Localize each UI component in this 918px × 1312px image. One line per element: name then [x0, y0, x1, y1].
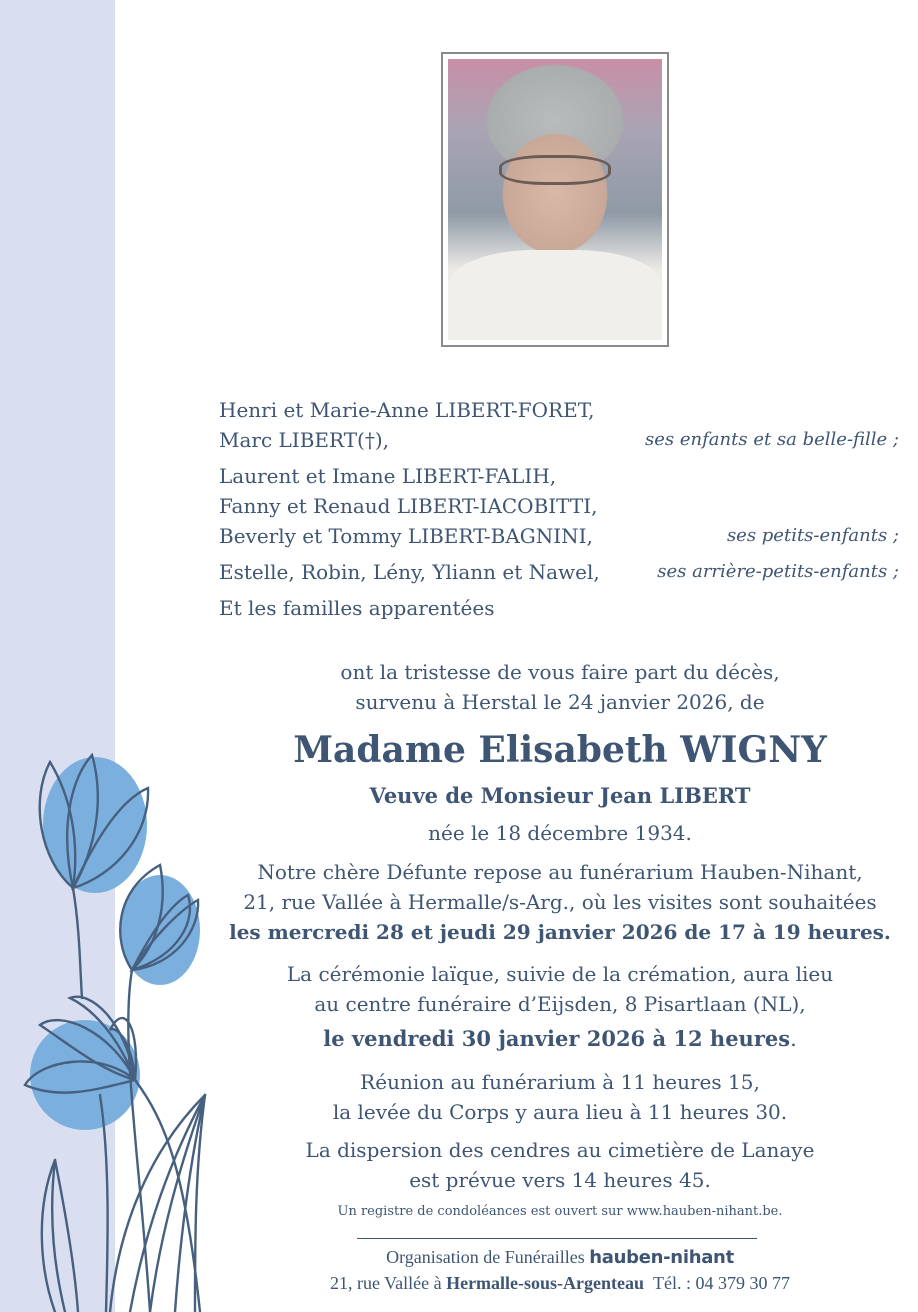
deceased-name: Madame Elisabeth WIGNY [293, 729, 827, 771]
footer-address-prefix: 21, rue Vallée à [329, 1273, 442, 1293]
family-group-great-grandchildren [219, 557, 899, 587]
ashes-line: est prévue vers 14 heures 45. [409, 1168, 711, 1192]
birth-date: née le 18 décembre 1934. [428, 821, 692, 845]
visitation-dates: les mercredi 28 et jeudi 29 janvier 2026 de 17 à 19 heures. [229, 920, 891, 944]
portrait-photo [448, 59, 662, 340]
family-line: Marc LIBERT(†), [219, 428, 390, 452]
family-group-grandchildren [219, 461, 899, 551]
family-line: Fanny et Renaud LIBERT-IACOBITTI, [219, 494, 598, 518]
announcement [215, 657, 905, 717]
visitation-line: 21, rue Vallée à Hermalle/s-Arg., où les visites sont souhaitées [243, 890, 877, 914]
footer-phone: Tél. : 04 379 30 77 [653, 1273, 791, 1293]
family-line: Beverly et Tommy LIBERT-BAGNINI, [219, 524, 593, 548]
ceremony-date-suffix: . [790, 1027, 797, 1051]
glasses-shape [499, 155, 610, 186]
visitation-info [215, 857, 905, 947]
family-role: ses petits-enfants ; [726, 525, 899, 546]
family-line: Et les familles apparentées [219, 596, 495, 620]
ashes-info [215, 1135, 905, 1195]
family-list [219, 395, 899, 629]
footer-town: Hermalle-sous-Argenteau [446, 1273, 645, 1293]
meeting-line: Réunion au funérarium à 11 heures 15, [360, 1070, 760, 1094]
ceremony-line: au centre funéraire d’Eijsden, 8 Pisartlaan (NL), [314, 992, 806, 1016]
ceremony-info [215, 959, 905, 1056]
brand-logo: hauben-nihant [589, 1247, 734, 1268]
condolences-note: Un registre de condoléances est ouvert sur www.hauben-nihant.be. [337, 1204, 783, 1219]
footer-divider [357, 1238, 757, 1239]
ceremony-date: le vendredi 30 janvier 2026 à 12 heures [323, 1026, 791, 1051]
ceremony-date-row [215, 1022, 905, 1056]
meeting-info [215, 1067, 905, 1127]
announcement-line: survenu à Herstal le 24 janvier 2026, de [355, 690, 765, 714]
family-group-children [219, 395, 899, 455]
ashes-line: La dispersion des cendres au cimetière de Lanaye [305, 1138, 815, 1162]
footer-address [215, 1270, 905, 1296]
ceremony-line: La cérémonie laïque, suivie de la crémation, aura lieu [286, 962, 834, 986]
announcement-line: ont la tristesse de vous faire part du décès, [340, 660, 780, 684]
meeting-line: la levée du Corps y aura lieu à 11 heures 30. [332, 1100, 788, 1124]
tulip-illustration-icon [0, 740, 240, 1312]
family-role: ses enfants et sa belle-fille ; [645, 429, 899, 450]
family-line: Henri et Marie-Anne LIBERT-FORET, [219, 398, 595, 422]
family-line: Estelle, Robin, Lény, Yliann et Nawel, [219, 560, 600, 584]
portrait-photo-frame [441, 52, 669, 347]
widow-of: Veuve de Monsieur Jean LIBERT [369, 783, 751, 808]
footer-org [215, 1244, 905, 1271]
family-role: ses arrière-petits-enfants ; [657, 561, 899, 582]
footer-org-prefix: Organisation de Funérailles [386, 1247, 585, 1267]
family-line: Laurent et Imane LIBERT-FALIH, [219, 464, 557, 488]
visitation-line: Notre chère Défunte repose au funérarium Hauben-Nihant, [257, 860, 863, 884]
shirt-shape [448, 250, 662, 340]
family-group-relatives [219, 593, 899, 623]
